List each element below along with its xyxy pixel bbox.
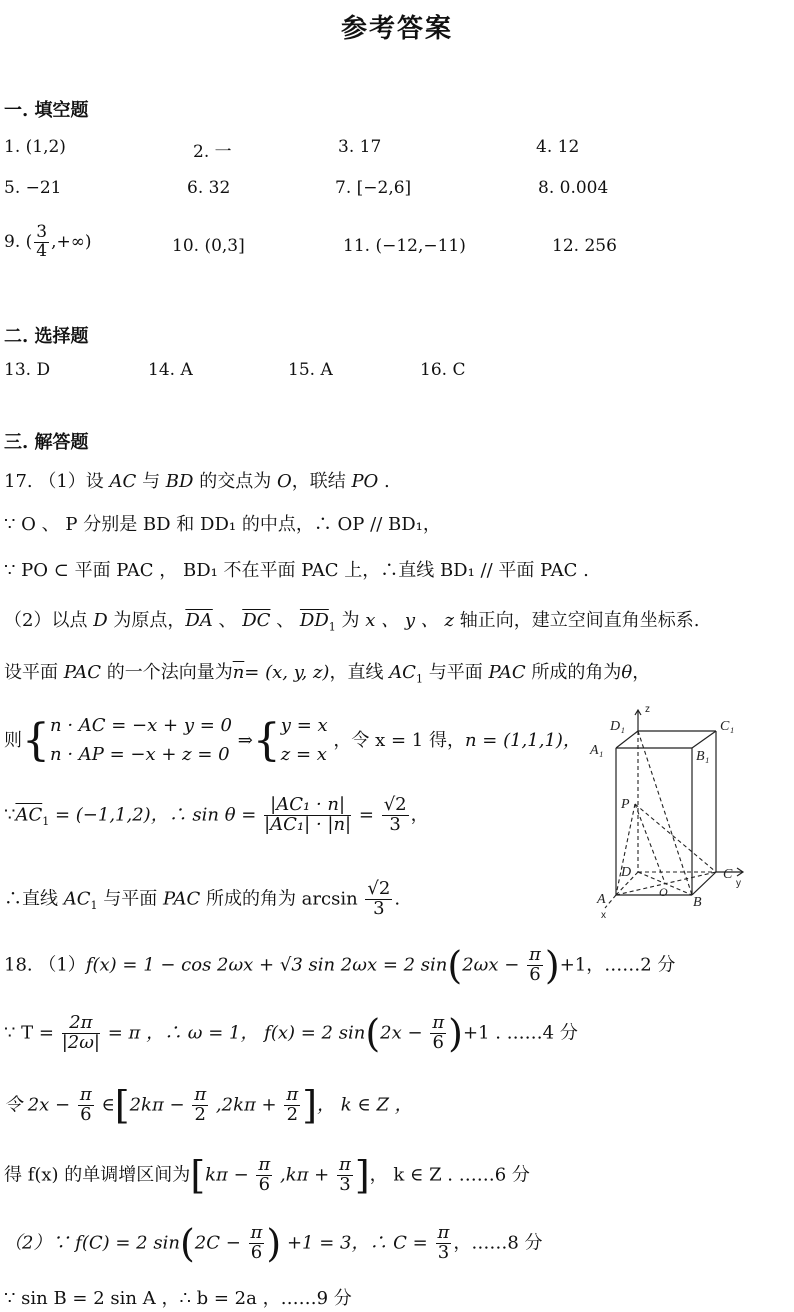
q17-line-8: ∴直线 $AC_1$ 与平面 PAC 所成的角为 arcsin $\frac{√2}{3}$ . xyxy=(4,878,401,919)
q18-line-5: （2）∵ f(C) = 2 sin(2C − $\frac{\pi}{6}$ ) +1 = 3，∴ C = $\frac{\pi}{3}$ ，……8 分 xyxy=(4,1221,543,1266)
answer-16: 16. C xyxy=(420,360,466,380)
answer-7: 7. [−2,6] xyxy=(335,178,412,198)
answer-3: 3. 17 xyxy=(338,137,382,157)
label-D: D xyxy=(621,865,632,880)
axis-x-label: x xyxy=(601,910,606,921)
label-B: B xyxy=(693,895,702,910)
q18-line-2: ∵ T = $\frac{2\pi}{|2\omega|}$ = π ，∴ ω = 1， f(x) = 2 sin(2x − $\frac{\pi}{6}$ )+1 . ……4 分 xyxy=(4,1011,578,1056)
answer-15: 15. A xyxy=(288,360,333,380)
answer-4: 4. 12 xyxy=(536,137,580,157)
axis-y-label: y xyxy=(736,878,741,889)
q17-line-6: 则{n · AC = −x + y = 0 n · AP = −x + z = 0 ⇒{y = x z = x ，令 x = 1 得，n = (1,1,1)， xyxy=(4,714,581,766)
answer-2: 2. 一 xyxy=(193,142,232,162)
answer-8: 8. 0.004 xyxy=(538,178,609,198)
axis-z-label: z xyxy=(645,704,650,715)
q17-line-1: 17. （1）设 AC 与 BD 的交点为 O，联结 PO . xyxy=(4,471,390,492)
cuboid-figure xyxy=(585,700,765,925)
q17-line-4: （2）以点 D 为原点，$\overline{DA}$ 、 $\overline{DC}$ 、 $\overline{DD}_1$ 为 x 、 y 、 z 轴正向，建立空间直角坐标系. xyxy=(4,610,700,634)
label-O: O xyxy=(659,885,668,899)
answer-12: 12. 256 xyxy=(552,236,617,256)
label-A1: A₁ xyxy=(590,743,604,758)
q18-line-3: 令 2x − $\frac{\pi}{6}$ ∈[2kπ − $\frac{\pi}{2}$ ,2kπ + $\frac{\pi}{2}$ ]， k ∈ Z ， xyxy=(4,1083,413,1128)
page-title: 参考答案 xyxy=(340,14,453,44)
section-solve: 三. 解答题 xyxy=(4,432,89,453)
q17-line-7: $\because\overline{AC}_1 = (-1,1,2)$，∴ sin θ = $\frac{\text{|AC₁ · n|}}{\text{|AC₁| · |n|}}$ = $\frac{√2}{3}$ ， xyxy=(4,794,429,835)
label-D1: D₁ xyxy=(610,719,625,734)
q17-line-3: ∵ PO ⊂ 平面 PAC ， BD₁ 不在平面 PAC 上，∴直线 BD₁ // 平面 PAC . xyxy=(4,560,589,581)
answer-10: 10. (0,3] xyxy=(172,236,245,256)
answer-5: 5. −21 xyxy=(4,178,62,198)
q18-line-6: ∵ sin B = 2 sin A ，∴ b = 2a ，……9 分 xyxy=(4,1288,352,1309)
section-fill-in: 一. 填空题 xyxy=(4,100,89,121)
answer-9: 9. ( $\frac{3}{4}$ ,+∞) xyxy=(4,222,92,261)
q18-line-4: 得 f(x) 的单调增区间为[kπ − $\frac{\pi}{6}$ ,kπ + $\frac{\pi}{3}$ ]， k ∈ Z . ……6 分 xyxy=(4,1153,530,1198)
label-B1: B₁ xyxy=(696,749,710,764)
answer-13: 13. D xyxy=(4,360,51,380)
answer-11: 11. (−12,−11) xyxy=(343,236,466,256)
section-choice: 二. 选择题 xyxy=(4,326,89,347)
answer-1: 1. (1,2) xyxy=(4,137,66,157)
label-A: A xyxy=(597,892,606,907)
answer-14: 14. A xyxy=(148,360,193,380)
q18-line-1: 18. （1）f(x) = 1 − cos 2ωx + √3 sin 2ωx = 2 sin(2ωx − $\frac{\pi}{6}$ )+1，……2 分 xyxy=(4,943,676,988)
q17-line-5: 设平面 PAC 的一个法向量为$\overline{n}= (x$, y, z)，直线 $AC_1$ 与平面 PAC 所成的角为θ， xyxy=(4,662,651,686)
label-C: C xyxy=(723,867,733,882)
label-C1: C₁ xyxy=(720,719,735,734)
label-P: P xyxy=(621,797,630,812)
answer-6: 6. 32 xyxy=(187,178,231,198)
q17-line-2: ∵ O 、 P 分别是 BD 和 DD₁ 的中点，∴ OP // BD₁， xyxy=(4,514,441,535)
